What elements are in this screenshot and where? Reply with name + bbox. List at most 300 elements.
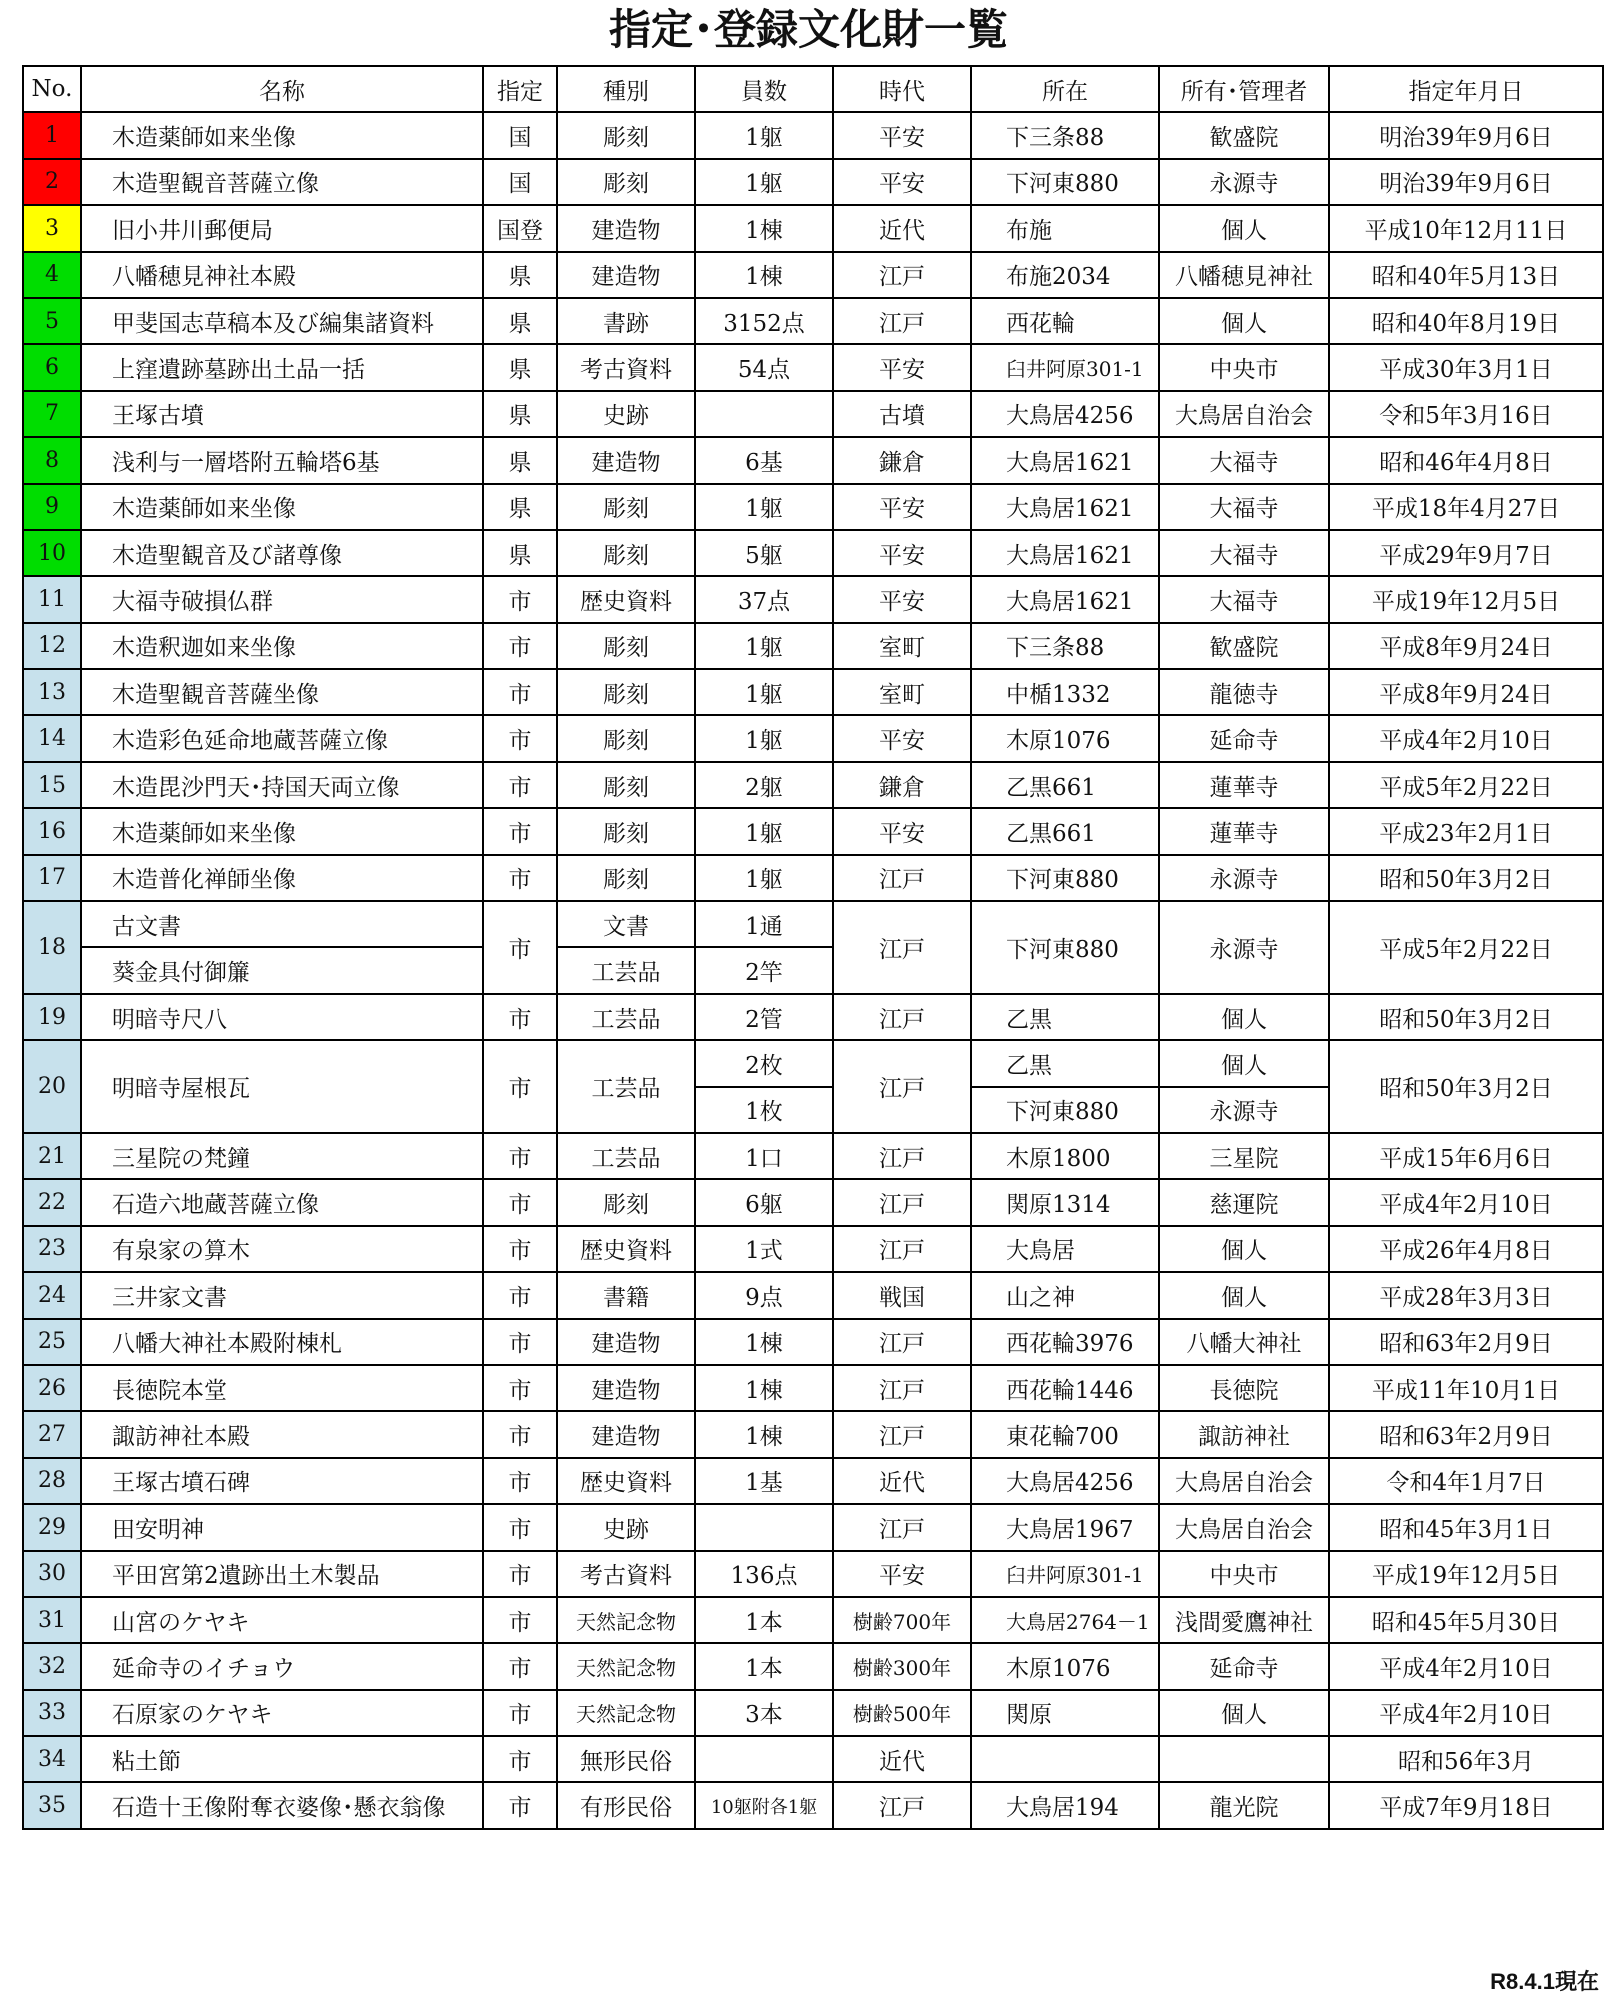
- row-type: 彫刻: [557, 623, 695, 669]
- row-location: 関原: [971, 1690, 1159, 1736]
- row-type: 彫刻: [557, 855, 695, 901]
- row-number: 16: [23, 808, 81, 854]
- as-of-date-note: R8.4.1現在: [1490, 1969, 1599, 1994]
- row-owner: 蓮華寺: [1159, 808, 1329, 854]
- row-count: 5躯: [695, 530, 833, 576]
- table-row: [23, 623, 1603, 669]
- row-number: 11: [23, 576, 81, 622]
- table-body-1-17: [23, 112, 1603, 901]
- row-owner: 永源寺: [1159, 901, 1329, 994]
- row-owner: 個人: [1159, 1040, 1329, 1086]
- row-owner: 個人: [1159, 994, 1329, 1040]
- row-number: 13: [23, 669, 81, 715]
- row-count: 1通: [695, 901, 833, 947]
- row-level: 市: [483, 1458, 557, 1504]
- row-date: 平成28年3月3日: [1329, 1272, 1603, 1318]
- row-level: 国: [483, 112, 557, 158]
- row-location: 乙黒: [971, 1040, 1159, 1086]
- row-count: 3本: [695, 1690, 833, 1736]
- row-type: 考古資料: [557, 1551, 695, 1597]
- row-era: 江戸: [833, 298, 971, 344]
- table-row: [23, 530, 1603, 576]
- row-location: 大鳥居: [971, 1226, 1159, 1272]
- row-number: 5: [23, 298, 81, 344]
- row-era: 平安: [833, 344, 971, 390]
- row-level: 市: [483, 1040, 557, 1133]
- row-level: 県: [483, 391, 557, 437]
- row-name: 石造六地蔵菩薩立像: [81, 1179, 483, 1225]
- row-name: 木造薬師如来坐像: [81, 484, 483, 530]
- row-location: 下河東880: [971, 901, 1159, 994]
- row-location: 大鳥居1621: [971, 484, 1159, 530]
- row-date: 令和4年1月7日: [1329, 1458, 1603, 1504]
- header-date: 指定年月日: [1329, 66, 1603, 112]
- row-date: 平成15年6月6日: [1329, 1133, 1603, 1179]
- row-count: 1枚: [695, 1087, 833, 1133]
- row-name: 木造釈迦如来坐像: [81, 623, 483, 669]
- table-row: [23, 1272, 1603, 1318]
- row-location: 大鳥居2764－1: [971, 1597, 1159, 1643]
- row-date: 昭和63年2月9日: [1329, 1319, 1603, 1365]
- table-row: [23, 1319, 1603, 1365]
- table-row: [23, 715, 1603, 761]
- row-owner: 延命寺: [1159, 715, 1329, 761]
- row-owner: 永源寺: [1159, 855, 1329, 901]
- row-name: 石造十王像附奪衣婆像･懸衣翁像: [81, 1782, 483, 1828]
- row-owner: 慈運院: [1159, 1179, 1329, 1225]
- row-number: 8: [23, 437, 81, 483]
- row-number: 24: [23, 1272, 81, 1318]
- row-level: 市: [483, 808, 557, 854]
- row-type: 史跡: [557, 391, 695, 437]
- row-count: [695, 391, 833, 437]
- table-row: [23, 1551, 1603, 1597]
- row-era: 江戸: [833, 1226, 971, 1272]
- row-owner: 延命寺: [1159, 1643, 1329, 1689]
- row-number: 7: [23, 391, 81, 437]
- row-date: 昭和40年8月19日: [1329, 298, 1603, 344]
- row-era: 平安: [833, 1551, 971, 1597]
- row-era: 平安: [833, 159, 971, 205]
- row-number: 25: [23, 1319, 81, 1365]
- row-owner: 浅間愛鷹神社: [1159, 1597, 1329, 1643]
- row-date: 昭和40年5月13日: [1329, 252, 1603, 298]
- row-count: 2枚: [695, 1040, 833, 1086]
- row-date: 平成5年2月22日: [1329, 901, 1603, 994]
- row-location: 大鳥居1621: [971, 576, 1159, 622]
- row-type: 建造物: [557, 252, 695, 298]
- row-name: 旧小井川郵便局: [81, 205, 483, 251]
- row-date: 明治39年9月6日: [1329, 159, 1603, 205]
- table-row: [23, 1458, 1603, 1504]
- row-type: 文書: [557, 901, 695, 947]
- row-date: 平成19年12月5日: [1329, 1551, 1603, 1597]
- row-number: 21: [23, 1133, 81, 1179]
- row-type: 歴史資料: [557, 1458, 695, 1504]
- row-count: 6基: [695, 437, 833, 483]
- row-count: 1口: [695, 1133, 833, 1179]
- row-location: 木原1076: [971, 715, 1159, 761]
- row-level: 国登: [483, 205, 557, 251]
- row-owner: 大福寺: [1159, 437, 1329, 483]
- row-era: 江戸: [833, 1040, 971, 1133]
- row-location: [971, 1736, 1159, 1782]
- table-row: [23, 1643, 1603, 1689]
- table-row: [23, 808, 1603, 854]
- row-owner: 大鳥居自治会: [1159, 1458, 1329, 1504]
- row-level: 県: [483, 298, 557, 344]
- row-number: 29: [23, 1504, 81, 1550]
- row-level: 県: [483, 437, 557, 483]
- row-type: 彫刻: [557, 669, 695, 715]
- row-count: 1躯: [695, 808, 833, 854]
- row-level: 市: [483, 1504, 557, 1550]
- row-date: 平成4年2月10日: [1329, 1690, 1603, 1736]
- row-count: 1棟: [695, 205, 833, 251]
- row-era: 平安: [833, 808, 971, 854]
- row-era: 江戸: [833, 252, 971, 298]
- row-location: 西花輪1446: [971, 1365, 1159, 1411]
- row-era: 江戸: [833, 1319, 971, 1365]
- row-name: 木造彩色延命地蔵菩薩立像: [81, 715, 483, 761]
- row-date: 明治39年9月6日: [1329, 112, 1603, 158]
- row-location: 布施: [971, 205, 1159, 251]
- table-row: [23, 159, 1603, 205]
- row-owner: 大鳥居自治会: [1159, 1504, 1329, 1550]
- row-name: 浅利与一層塔附五輪塔6基: [81, 437, 483, 483]
- header-name: 名称: [81, 66, 483, 112]
- row-date: 昭和50年3月2日: [1329, 994, 1603, 1040]
- row-level: 市: [483, 623, 557, 669]
- row-count: 1躯: [695, 669, 833, 715]
- table-row: [23, 1597, 1603, 1643]
- row-location: 大鳥居4256: [971, 391, 1159, 437]
- row-count: 10躯附各1躯: [695, 1782, 833, 1828]
- row-type: 建造物: [557, 205, 695, 251]
- row-level: 市: [483, 762, 557, 808]
- row-number: 1: [23, 112, 81, 158]
- row-type: 彫刻: [557, 112, 695, 158]
- row-level: 市: [483, 1133, 557, 1179]
- row-owner: 中央市: [1159, 1551, 1329, 1597]
- row-number: 20: [23, 1040, 81, 1133]
- row-era: 平安: [833, 530, 971, 576]
- row-type: 彫刻: [557, 715, 695, 761]
- row-number: 6: [23, 344, 81, 390]
- row-location: 乙黒: [971, 994, 1159, 1040]
- row-number: 14: [23, 715, 81, 761]
- row-count: 1躯: [695, 623, 833, 669]
- row-type: 天然記念物: [557, 1690, 695, 1736]
- row-name: 木造聖観音菩薩立像: [81, 159, 483, 205]
- row-count: 1棟: [695, 1365, 833, 1411]
- table-row: [23, 437, 1603, 483]
- row-location: 関原1314: [971, 1179, 1159, 1225]
- row-owner: 八幡穂見神社: [1159, 252, 1329, 298]
- row-count: 1本: [695, 1597, 833, 1643]
- row-type: 彫刻: [557, 762, 695, 808]
- row-era: 室町: [833, 669, 971, 715]
- row-type: 工芸品: [557, 947, 695, 993]
- row-type: 有形民俗: [557, 1782, 695, 1828]
- row-number: 34: [23, 1736, 81, 1782]
- row-owner: 永源寺: [1159, 1087, 1329, 1133]
- row-count: 1基: [695, 1458, 833, 1504]
- row-count: 9点: [695, 1272, 833, 1318]
- row-owner: 永源寺: [1159, 159, 1329, 205]
- row-name: 三星院の梵鐘: [81, 1133, 483, 1179]
- row-type: 天然記念物: [557, 1643, 695, 1689]
- row-location: 大鳥居1621: [971, 437, 1159, 483]
- row-location: 木原1076: [971, 1643, 1159, 1689]
- row-type: 史跡: [557, 1504, 695, 1550]
- row-date: 平成8年9月24日: [1329, 623, 1603, 669]
- row-number: 19: [23, 994, 81, 1040]
- row-count: 1棟: [695, 1319, 833, 1365]
- row-count: 1躯: [695, 112, 833, 158]
- row-number: 17: [23, 855, 81, 901]
- row-date: 平成19年12月5日: [1329, 576, 1603, 622]
- row-number: 23: [23, 1226, 81, 1272]
- header-count: 員数: [695, 66, 833, 112]
- table-row: [23, 1504, 1603, 1550]
- table-row: [23, 1133, 1603, 1179]
- row-count: [695, 1736, 833, 1782]
- row-type: 彫刻: [557, 530, 695, 576]
- row-era: 江戸: [833, 855, 971, 901]
- row-level: 県: [483, 484, 557, 530]
- row-type: 無形民俗: [557, 1736, 695, 1782]
- row-date: 平成30年3月1日: [1329, 344, 1603, 390]
- row-era: 平安: [833, 576, 971, 622]
- row-type: 考古資料: [557, 344, 695, 390]
- row-era: 樹齢700年: [833, 1597, 971, 1643]
- row-name: 田安明神: [81, 1504, 483, 1550]
- row-owner: 個人: [1159, 1226, 1329, 1272]
- table-row: [23, 1365, 1603, 1411]
- table-row: [23, 205, 1603, 251]
- row-name: 明暗寺尺八: [81, 994, 483, 1040]
- row-location: 下河東880: [971, 1087, 1159, 1133]
- row-date: 平成18年4月27日: [1329, 484, 1603, 530]
- row-date: 平成11年10月1日: [1329, 1365, 1603, 1411]
- row-count: 2管: [695, 994, 833, 1040]
- row-level: 市: [483, 901, 557, 994]
- row-owner: 蓮華寺: [1159, 762, 1329, 808]
- row-level: 市: [483, 1736, 557, 1782]
- row-name: 葵金具付御簾: [81, 947, 483, 993]
- row-location: 大鳥居4256: [971, 1458, 1159, 1504]
- row-number: 9: [23, 484, 81, 530]
- table-row: [23, 1040, 1603, 1086]
- row-era: 近代: [833, 1736, 971, 1782]
- page-title: 指定･登録文化財一覧: [608, 5, 1008, 54]
- row-era: 室町: [833, 623, 971, 669]
- row-location: 下河東880: [971, 159, 1159, 205]
- row-level: 市: [483, 1179, 557, 1225]
- row-era: 樹齢500年: [833, 1690, 971, 1736]
- row-era: 江戸: [833, 1133, 971, 1179]
- table-row: [23, 994, 1603, 1040]
- row-name: 王塚古墳: [81, 391, 483, 437]
- row-date: 昭和46年4月8日: [1329, 437, 1603, 483]
- row-location: 乙黒661: [971, 808, 1159, 854]
- row-location: 大鳥居1621: [971, 530, 1159, 576]
- row-type: 歴史資料: [557, 1226, 695, 1272]
- row-date: 平成4年2月10日: [1329, 1179, 1603, 1225]
- row-era: 江戸: [833, 1504, 971, 1550]
- row-location: 乙黒661: [971, 762, 1159, 808]
- row-location: 大鳥居1967: [971, 1504, 1159, 1550]
- header-no: No.: [23, 66, 81, 112]
- row-location: 西花輪: [971, 298, 1159, 344]
- row-date: 平成26年4月8日: [1329, 1226, 1603, 1272]
- row-type: 天然記念物: [557, 1597, 695, 1643]
- row-number: 33: [23, 1690, 81, 1736]
- row-count: [695, 1504, 833, 1550]
- row-owner: 三星院: [1159, 1133, 1329, 1179]
- row-era: 平安: [833, 715, 971, 761]
- header-era: 時代: [833, 66, 971, 112]
- row-count: 136点: [695, 1551, 833, 1597]
- row-name: 八幡穂見神社本殿: [81, 252, 483, 298]
- row-name: 大福寺破損仏群: [81, 576, 483, 622]
- row-number: 12: [23, 623, 81, 669]
- row-level: 市: [483, 994, 557, 1040]
- row-era: 樹齢300年: [833, 1643, 971, 1689]
- table-row: [23, 669, 1603, 715]
- row-count: 2躯: [695, 762, 833, 808]
- row-level: 県: [483, 344, 557, 390]
- row-type: 書籍: [557, 1272, 695, 1318]
- row-date: 平成4年2月10日: [1329, 1643, 1603, 1689]
- row-number: 15: [23, 762, 81, 808]
- row-type: 書跡: [557, 298, 695, 344]
- table-row: [23, 1411, 1603, 1457]
- row-name: 王塚古墳石碑: [81, 1458, 483, 1504]
- row-era: 江戸: [833, 1782, 971, 1828]
- row-owner: 大福寺: [1159, 484, 1329, 530]
- row-name: 粘土節: [81, 1736, 483, 1782]
- row-date: 昭和56年3月: [1329, 1736, 1603, 1782]
- row-owner: 個人: [1159, 205, 1329, 251]
- row-date: 平成7年9月18日: [1329, 1782, 1603, 1828]
- row-date: 平成8年9月24日: [1329, 669, 1603, 715]
- table-row: [23, 252, 1603, 298]
- row-count: 1躯: [695, 484, 833, 530]
- row-level: 県: [483, 252, 557, 298]
- row-location: 下三条88: [971, 112, 1159, 158]
- row-name: 延命寺のイチョウ: [81, 1643, 483, 1689]
- row-era: 近代: [833, 205, 971, 251]
- row-number: 30: [23, 1551, 81, 1597]
- row-type: 彫刻: [557, 1179, 695, 1225]
- row-era: 江戸: [833, 1411, 971, 1457]
- row-location: 布施2034: [971, 252, 1159, 298]
- row-location: 木原1800: [971, 1133, 1159, 1179]
- row-date: 昭和50年3月2日: [1329, 1040, 1603, 1133]
- row-name: 木造聖観音菩薩坐像: [81, 669, 483, 715]
- row-era: 平安: [833, 112, 971, 158]
- row-location: 臼井阿原301-1: [971, 344, 1159, 390]
- row-name: 古文書: [81, 901, 483, 947]
- row-location: 下三条88: [971, 623, 1159, 669]
- row-count: 1躯: [695, 855, 833, 901]
- row-owner: 個人: [1159, 1272, 1329, 1318]
- row-era: 近代: [833, 1458, 971, 1504]
- row-era: 江戸: [833, 994, 971, 1040]
- row-type: 建造物: [557, 1411, 695, 1457]
- row-owner: 歓盛院: [1159, 112, 1329, 158]
- row-number: 28: [23, 1458, 81, 1504]
- row-level: 市: [483, 1597, 557, 1643]
- row-number: 4: [23, 252, 81, 298]
- table-body-18-20: [23, 901, 1603, 1133]
- row-date: 平成23年2月1日: [1329, 808, 1603, 854]
- row-level: 市: [483, 1226, 557, 1272]
- row-type: 建造物: [557, 1365, 695, 1411]
- row-name: 石原家のケヤキ: [81, 1690, 483, 1736]
- row-location: 下河東880: [971, 855, 1159, 901]
- row-owner: 龍徳寺: [1159, 669, 1329, 715]
- row-owner: 個人: [1159, 1690, 1329, 1736]
- row-level: 市: [483, 715, 557, 761]
- table-row: [23, 762, 1603, 808]
- row-location: 東花輪700: [971, 1411, 1159, 1457]
- row-number: 26: [23, 1365, 81, 1411]
- row-type: 工芸品: [557, 1133, 695, 1179]
- row-count: 37点: [695, 576, 833, 622]
- row-count: 2竿: [695, 947, 833, 993]
- row-date: 平成4年2月10日: [1329, 715, 1603, 761]
- row-count: 1躯: [695, 715, 833, 761]
- row-number: 32: [23, 1643, 81, 1689]
- row-level: 市: [483, 1782, 557, 1828]
- row-name: 上窪遺跡墓跡出土品一括: [81, 344, 483, 390]
- row-location: 大鳥居194: [971, 1782, 1159, 1828]
- row-owner: 個人: [1159, 298, 1329, 344]
- row-level: 市: [483, 576, 557, 622]
- row-count: 3152点: [695, 298, 833, 344]
- row-location: 中楯1332: [971, 669, 1159, 715]
- row-type: 工芸品: [557, 1040, 695, 1133]
- row-location: 臼井阿原301-1: [971, 1551, 1159, 1597]
- table-row: [23, 1782, 1603, 1828]
- table-body-21-35: [23, 1133, 1603, 1829]
- row-number: 10: [23, 530, 81, 576]
- table-row: [23, 1226, 1603, 1272]
- row-era: 江戸: [833, 1365, 971, 1411]
- header-row: [23, 66, 1603, 112]
- row-number: 22: [23, 1179, 81, 1225]
- table-row: [23, 855, 1603, 901]
- row-count: 1棟: [695, 252, 833, 298]
- row-number: 2: [23, 159, 81, 205]
- row-number: 31: [23, 1597, 81, 1643]
- row-owner: 歓盛院: [1159, 623, 1329, 669]
- row-number: 35: [23, 1782, 81, 1828]
- row-date: 平成10年12月11日: [1329, 205, 1603, 251]
- row-level: 市: [483, 1690, 557, 1736]
- row-owner: 大鳥居自治会: [1159, 391, 1329, 437]
- table-row: [23, 576, 1603, 622]
- row-level: 市: [483, 1365, 557, 1411]
- row-level: 市: [483, 1643, 557, 1689]
- row-name: 木造薬師如来坐像: [81, 112, 483, 158]
- row-date: 昭和63年2月9日: [1329, 1411, 1603, 1457]
- row-date: 昭和50年3月2日: [1329, 855, 1603, 901]
- row-era: 平安: [833, 484, 971, 530]
